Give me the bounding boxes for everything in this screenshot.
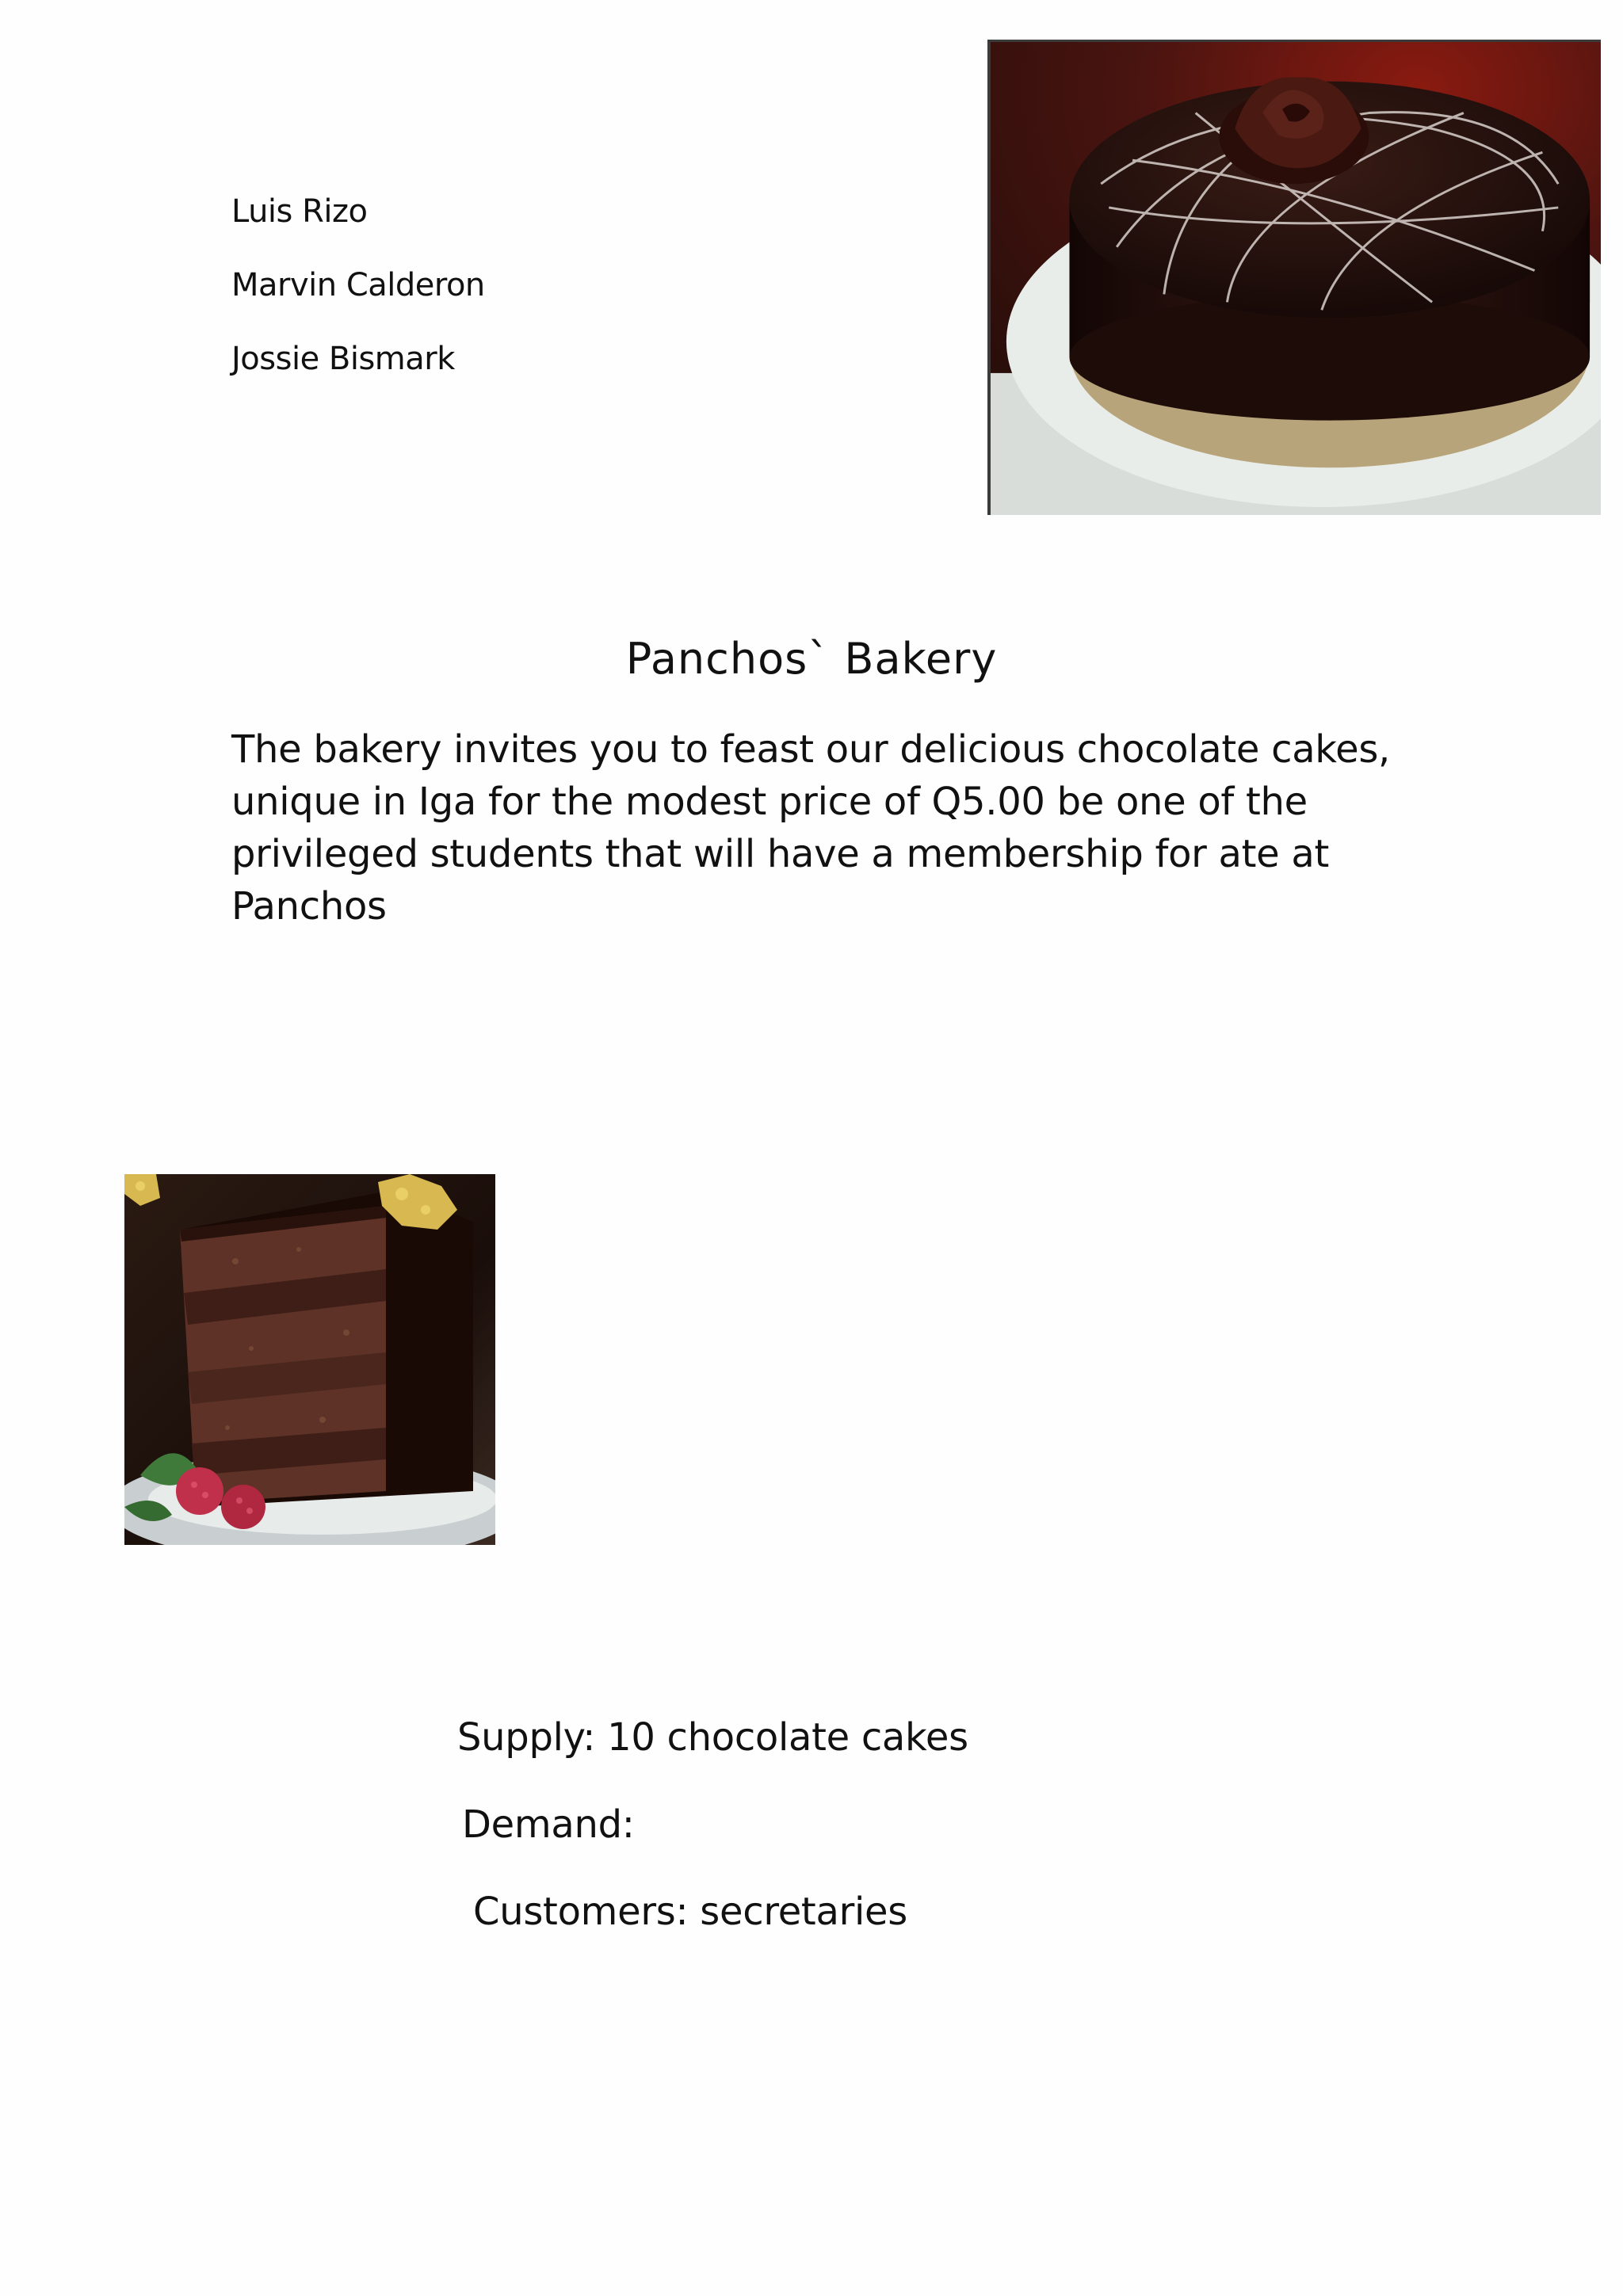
cake-slice-photo xyxy=(124,1174,495,1545)
body-paragraph: The bakery invites you to feast our delicious chocolate cakes, unique in Iga for the modest price of Q5.00 be one of the privileged students that will have a membership for ate at Panchos xyxy=(231,727,1390,929)
author-name: Jossie Bismark xyxy=(231,341,455,377)
page-title: Panchos` Bakery xyxy=(625,634,998,684)
author-name: Luis Rizo xyxy=(231,193,368,230)
author-name: Marvin Calderon xyxy=(231,267,485,303)
demand-text: Demand: xyxy=(462,1802,635,1847)
chocolate-cake-photo xyxy=(987,40,1601,515)
customers-text: Customers: secretaries xyxy=(473,1890,907,1934)
supply-text: Supply: 10 chocolate cakes xyxy=(457,1715,968,1760)
